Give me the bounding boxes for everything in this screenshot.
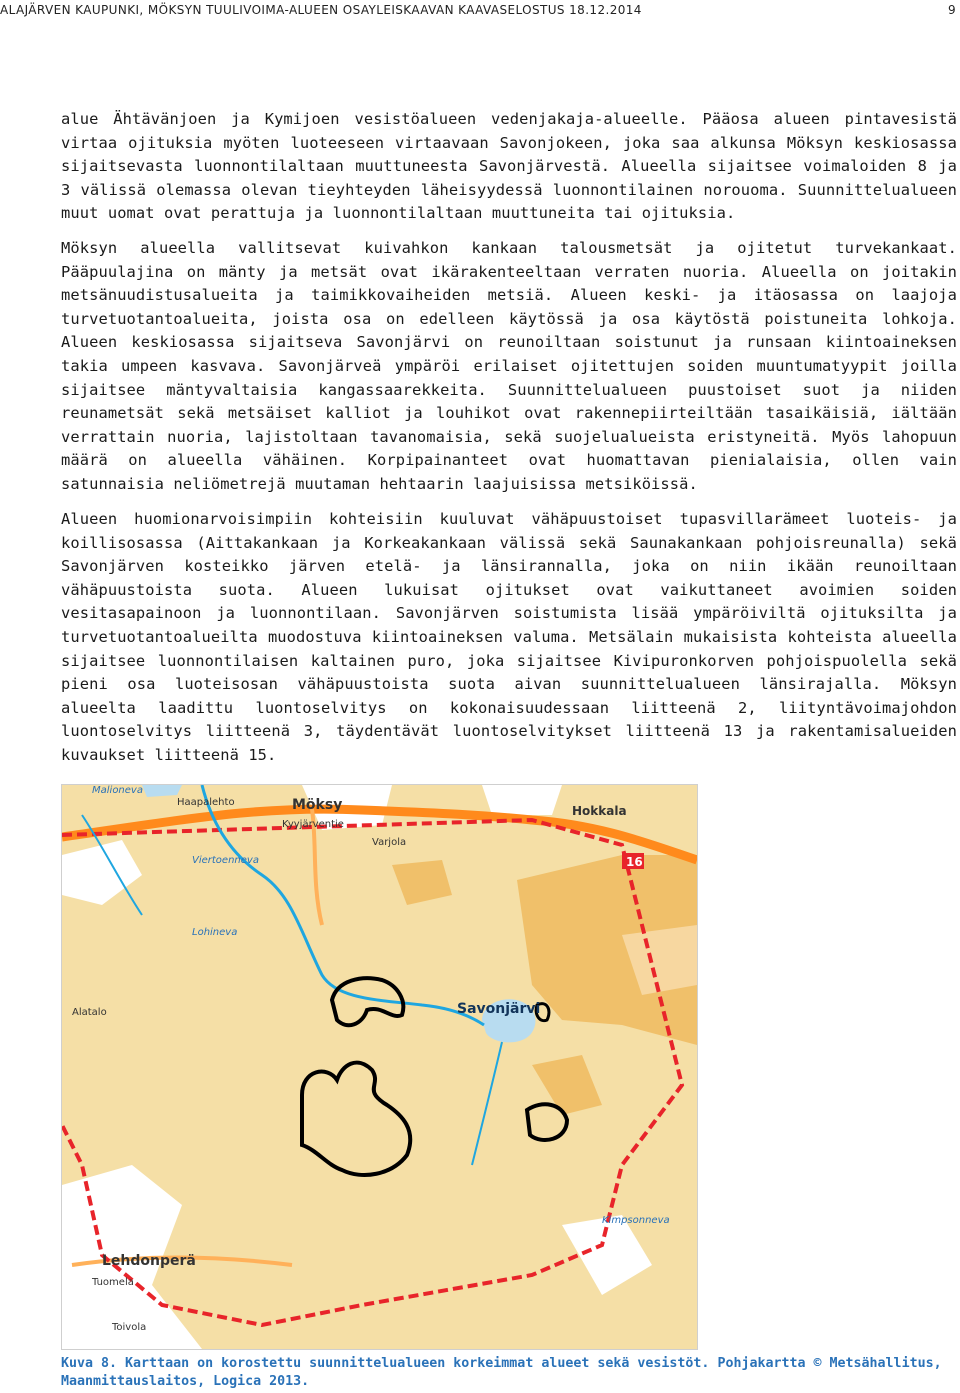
road-number: 16 [626,855,643,869]
paragraph-1 [61,108,957,237]
map-label-viertoenneva: Viertoenneva [192,855,259,866]
map-label-kyyjarventie: Kyyjärventie [282,819,344,830]
map-label-hokkala: Hokkala [572,804,627,818]
map-label-alatalo: Alatalo [72,1007,107,1018]
figure-caption: Kuva 8. Karttaan on korostettu suunnittelualueen korkeimmat alueet sekä vesistöt. Pohjakartta © Metsähallitus, Maanmittauslaitos, Logica 2013. [61,1356,942,1389]
paragraph-text: alue Ähtävänjoen ja Kymijoen vesistöalueen vedenjakaja-alueelle. Pääosa alueen pintavesistä virtaa ojituksia myöten luoteeseen virtaavaan Savonjokeen, joka saa alkunsa Möksyn keskiosassa sijaitsevasta luonnontilaltaan muuttuneesta Savonjärvestä. Alueella sijaitsee voimaloiden 8 ja 3 välissä olemassa olevan tieyhteyden läheisyydessä luonnontilainen norouoma. Suunnittelualueen muut uomat ovat perattuja ja luonnontilaltaan muuttuneita tai ojituksia. [61,110,957,223]
paragraph-text: Alueen huomionarvoisimpiin kohteisiin kuuluvat vähäpuustoiset tupasvillarämeet luoteis- ja koillisosassa (Aittakankaan ja Korkeakankaan välissä sekä Saunakankaan pohjoisreunalla) sekä Savonjärven kosteikko järven etelä- ja länsirannalla, joka on niin ikään reunoiltaan vähäpuustoista suota. Alueen lukuisat ojitukset ovat vaikuttaneet avoimien soiden vesitasapainoon ja luonnontilaan. Savonjärven soistumista lisää ympäröiviltä ojituksilta ja turvetuotantoalueilta muodostuva kiintoaineksen valuma. Metsälain mukaisista kohteista alueella sijaitsee luonnontilaisen kaltainen puro, joka sijaitsee Kivipuronkorven pohjoispuolella sekä pieni osa luoteisosan vähäpuustoista suota aivan suunnittelualueen länsirajalla. Möksyn alueelta laadittu luontoselvitys on kokonaisuudessaan liitteenä 2, liityntävoimajohdon luontoselvitys liitteenä 3, täydentävät luontoselvitykset liitteenä 13 ja rakentamisalueiden kuvaukset liitteenä 15. [61,510,957,764]
map-figure [61,784,698,1350]
document-title: ALAJÄRVEN KAUPUNKI, MÖKSYN TUULIVOIMA-ALUEEN OSAYLEISKAAVAN KAAVASELOSTUS 18.12.2014 [0,3,642,17]
map-label-malioneva: Malioneva [92,785,143,796]
page-number: 9 [947,3,956,17]
map-label-savonjarvi: Savonjärvi [457,1001,541,1017]
paragraph-2 [61,237,957,508]
map-svg [62,785,697,1349]
map-label-haapalehto: Haapalehto [177,797,235,808]
map-label-toivola: Toivola [112,1322,147,1333]
map-label-lehdonpera: Lehdonperä [102,1253,196,1269]
page-header [0,0,960,22]
map-label-varjola: Varjola [372,837,407,848]
map-label-lohineva: Lohineva [192,927,238,938]
paragraph-3 [61,508,957,779]
field-area [482,785,562,815]
map-label-kimpsonneva: Kimpsonneva [602,1215,670,1226]
map-label-tuomela: Tuomela [92,1277,134,1288]
paragraph-text: Möksyn alueella vallitsevat kuivahkon kankaan talousmetsät ja ojitetut turvekankaat. Pääpuulajina on mänty ja metsät ovat ikärakenteeltaan verraten nuoria. Alueella on joitakin metsänuudistusalueita ja taimikkovaiheiden metsiä. Alueen keski- ja itäosassa on laajoja turvetuotantoalueita, joista osa on edelleen käytössä ja osa käytöstä poistuneita lohkoja. Alueen keskiosassa sijaitseva Savonjärvi on reunoiltaan soistunut ja runsaan kiintoaineksen takia umpeen kasvava. Savonjärveä ympäröi erilaiset ojitettujen soiden muuntumatyypit joilla sijaitsee mäntyvaltaisia kangassaarekkeita. Suunnittelualueen puustoiset suot ja niiden reunametsät sekä metsäiset kalliot ja louhikot ovat rakennepiirteiltään tasaikäisiä, iältään verrattain nuoria, lajistoltaan tavanomaisia, sekä suojelualueista eristyneitä. Myös lahopuun määrä on alueella vähäinen. Korpipainanteet ovat huomattavan pienialaisia, ollen vain satunnaisia neliömetrejä muutaman hehtaarin laajuisissa metsiköissä. [61,239,957,493]
map-label-moksy: Möksy [292,797,343,813]
